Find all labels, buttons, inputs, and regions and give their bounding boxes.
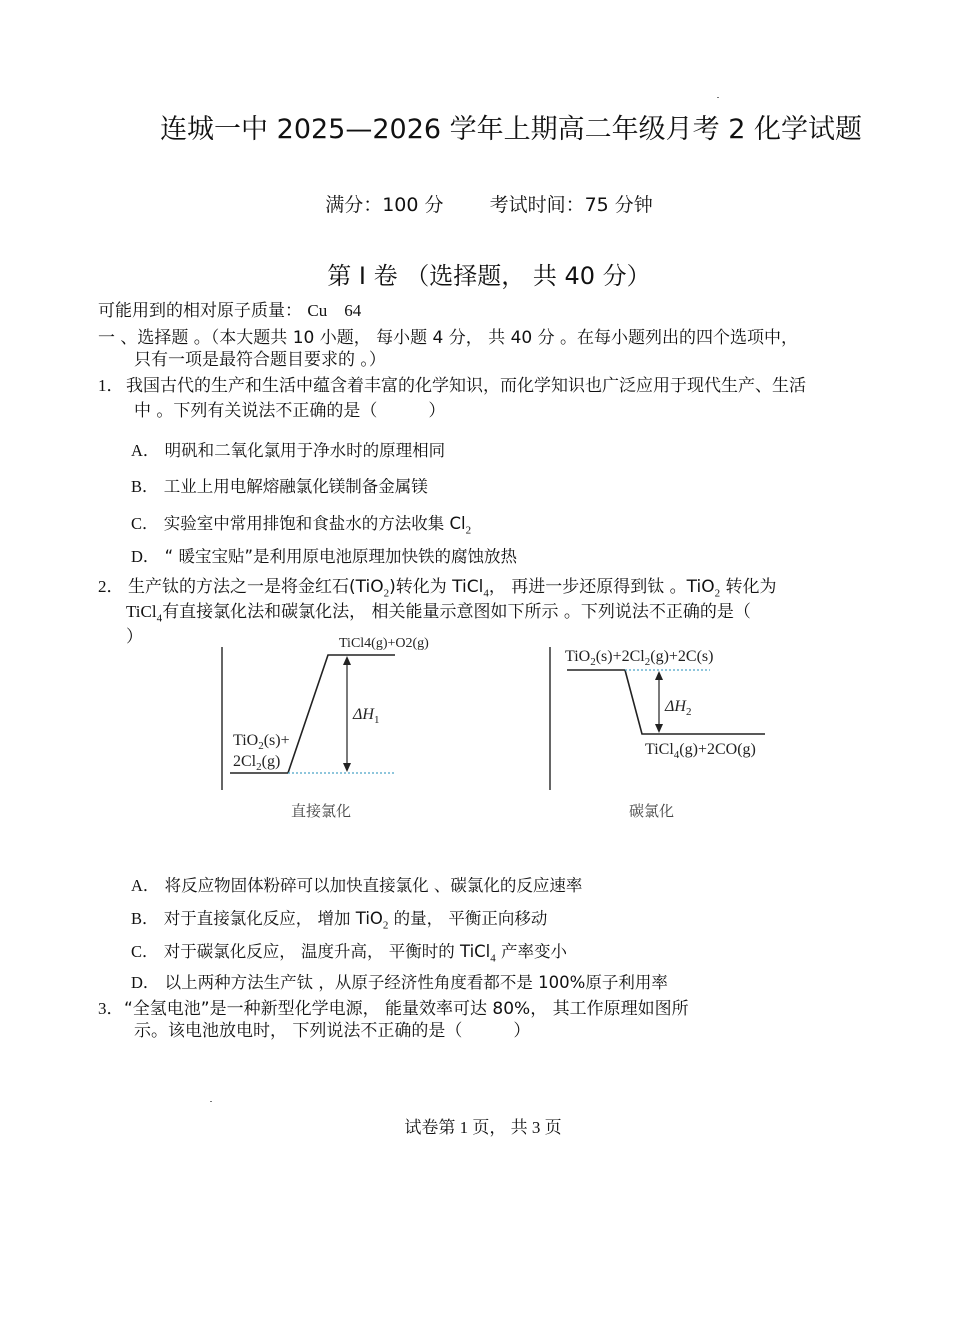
left-top-label: TiCl4(g)+O2(g) <box>339 636 429 651</box>
q1-option-b[interactable]: B． 工业上用电解熔融氯化镁制备金属镁 <box>131 477 428 496</box>
section-heading: 第 Ⅰ 卷 （选择题， 共 40 分） <box>327 262 651 290</box>
q2-option-d[interactable]: D． 以上两种方法生产钛 ，从原子经济性角度看都不是 100%原子利用率 <box>131 973 668 992</box>
left-reactant-1: TiO$_2$(s)+ <box>233 732 290 752</box>
stray-mark <box>210 1101 212 1102</box>
left-reactant-2: $2Cl_2(g)$ <box>233 753 281 773</box>
q2-stem: 生产钛的方法之一是将金红石(TiO$_2$)转化为 TiCl$_4$， 再进一步还原得到钛 。TiO$_2$ 转化为 <box>128 577 777 600</box>
part-heading-cont: 只有一项是最符合题目要求的 。） <box>134 350 386 370</box>
q2-option-b[interactable]: B． 对于直接氯化反应， 增加 TiO$_2$ 的量， 平衡正向移动 <box>131 909 548 932</box>
exam-info <box>0 190 978 217</box>
energy-diagram <box>215 636 785 825</box>
atomic-mass-label: 可能用到的相对原子质量： <box>98 301 302 321</box>
q2-stem-close: ） <box>126 627 143 647</box>
part-heading: 一 、选择题 。（本大题共 10 小题， 每小题 4 分， 共 40 分 。在每小题列出的四个选项中， <box>98 328 799 348</box>
q3-number: 3． <box>98 999 124 1018</box>
q2-option-a[interactable]: A． 将反应物固体粉碎可以加快直接氯化 、碳氯化的反应速率 <box>131 876 583 895</box>
q1-stem-cont: 中 。下列有关说法不正确的是（ ） <box>134 401 446 421</box>
q1-option-a[interactable]: A． 明矾和二氧化氯用于净水时的原理相同 <box>131 441 446 460</box>
atomic-mass-line <box>98 299 361 323</box>
left-arrow-head-down <box>343 763 351 772</box>
right-caption: 碳氯化 <box>629 802 675 820</box>
exam-time: 考试时间：75 分钟 <box>489 194 653 216</box>
q1-option-c[interactable]: C． 实验室中常用排饱和食盐水的方法收集 $Cl_2$ <box>131 514 472 537</box>
q3-stem: “全氢电池”是一种新型化学电源， 能量效率可达 80%， 其工作原理如图所 <box>124 999 689 1019</box>
left-caption: 直接氯化 <box>291 802 352 820</box>
q2-option-c[interactable]: C． 对于碳氯化反应， 温度升高， 平衡时的 TiCl$_4$ 产率变小 <box>131 942 568 965</box>
q2-stem-cont: TiCl$_4$有直接氯化法和碳氯化法， 相关能量示意图如下所示 。下列说法不正确的是（ <box>126 602 751 625</box>
right-product-label: TiCl$_4$(g)+2CO(g) <box>645 741 756 761</box>
q1-number: 1． <box>98 376 124 395</box>
right-dh-label: $\Delta H_2$ <box>665 698 692 718</box>
full-score: 满分：100 分 <box>325 194 444 216</box>
q1-option-d[interactable]: D． “ 暖宝宝贴”是利用原电池原理加快铁的腐蚀放热 <box>131 547 518 566</box>
right-top-label: $TiO_2(s)+2Cl_2(g)+2C(s)$ <box>565 648 714 668</box>
stray-mark <box>717 97 719 98</box>
right-energy-path <box>625 670 765 734</box>
left-arrow-head-up <box>343 656 351 665</box>
right-arrow-head-down <box>655 724 663 733</box>
q2-number: 2． <box>98 577 124 596</box>
left-dh-label: $\Delta H_1$ <box>353 706 380 726</box>
page-title: 连城一中 2025—2026 学年上期高二年级月考 2 化学试题 <box>160 114 862 145</box>
right-arrow-head-up <box>655 671 663 680</box>
page-footer: 试卷第 1 页， 共 3 页 <box>404 1118 562 1137</box>
atomic-mass-value: Cu 64 <box>307 301 362 320</box>
q3-stem-cont: 示。该电池放电时， 下列说法不正确的是（ ） <box>134 1021 531 1041</box>
q1-stem: 我国古代的生产和生活中蕴含着丰富的化学知识，而化学知识也广泛应用于现代生产、生活 <box>126 376 806 396</box>
